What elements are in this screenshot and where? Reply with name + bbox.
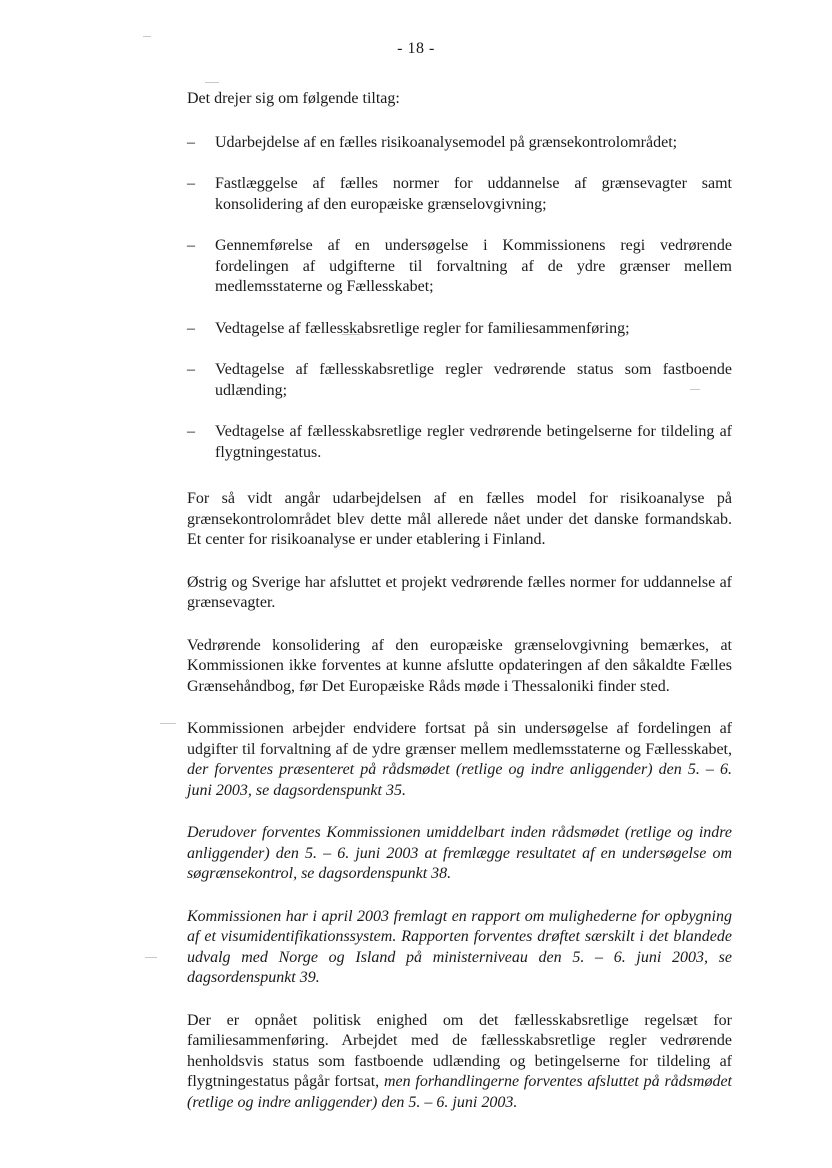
list-item: – Vedtagelse af fællesskabsretlige regler vedrørende status som fastboende udlænding;	[187, 360, 732, 401]
list-item: – Vedtagelse af fællesskabsretlige regler vedrørende betingelserne for tildeling af flygtningestatus.	[187, 422, 732, 463]
list-item: – Vedtagelse af fællesskabsretlige regler for familiesammenføring;	[187, 319, 732, 340]
paragraph-cost-study	[187, 719, 732, 801]
paragraph-family-reunification	[187, 1011, 732, 1114]
list-item: – Fastlæggelse af fælles normer for uddannelse af grænsevagter samt konsolidering af den europæiske grænselovgivning;	[187, 174, 732, 215]
document-body	[187, 89, 732, 1135]
paragraph-text: Der er opnået politisk enighed om det fællesskabsretlige regelsæt for familiesammenføring. Arbejdet med de fællesskabsretlige regler vedrørende henholdsvis status som fastboende udlænding og betingelserne for tildeling af flygtningestatus pågår fortsat,	[187, 1011, 732, 1090]
paragraph-risk-analysis: For så vidt angår udarbejdelsen af en fælles model for risikoanalyse på grænsekontrolområdet blev dette mål allerede nået under det danske formandskab. Et center for risikoanalyse er under etablering i Finland.	[187, 490, 732, 548]
paragraph-italic-text: men forhandlingerne forventes afsluttet på rådsmødet (retlige og indre anliggender) den 5. – 6. juni 2003.	[187, 1073, 732, 1111]
list-item: – Gennemførelse af en undersøgelse i Kommissionens regi vedrørende fordelingen af udgifterne til forvaltning af de ydre grænser mellem medlemsstaterne og Fællesskabet;	[187, 236, 732, 298]
scan-mark	[143, 36, 151, 37]
paragraph-italic-text: der forventes præsenteret på rådsmødet (retlige og indre anliggender) den 5. – 6. juni 2003, se dagsordenspunkt 35.	[187, 761, 732, 799]
paragraph-visa-system	[187, 907, 732, 989]
scan-mark	[145, 957, 157, 958]
list-item: – Udarbejdelse af en fælles risikoanalysemodel på grænsekontrolområdet;	[187, 133, 732, 154]
paragraph-border-guard-training: Østrig og Sverige har afsluttet et projekt vedrørende fælles normer for uddannelse af grænsevagter.	[187, 573, 732, 611]
paragraph-italic-text: Derudover forventes Kommissionen umiddelbart inden rådsmødet (retlige og indre anliggender) den 5. – 6. juni 2003 at fremlægge resultatet af en undersøgelse om søgrænsekontrol, se dagsordenspunkt 38.	[187, 824, 732, 882]
measures-list	[187, 133, 732, 464]
scan-mark	[205, 82, 219, 83]
intro-text: Det drejer sig om følgende tiltag:	[187, 90, 400, 107]
paragraph-italic-text: Kommissionen har i april 2003 fremlagt en rapport om mulighederne for opbygning af et visumidentifikationssystem. Rapporten forventes drøftet særskilt i det blandede udvalg med Norge og Island på ministerniveau den 5. – 6. juni 2003, se dagsordenspunkt 39.	[187, 907, 732, 986]
paragraph-sea-border	[187, 823, 732, 885]
paragraph-border-legislation: Vedrørende konsolidering af den europæiske grænselovgivning bemærkes, at Kommissionen ikke forventes at kunne afslutte opdateringen af den såkaldte Fælles Grænsehåndbog, før Det Europæiske Råds møde i Thessaloniki finder sted.	[187, 636, 732, 695]
scan-mark	[160, 723, 176, 724]
paragraph-text: Kommissionen arbejder endvidere fortsat på sin undersøgelse af fordelingen af udgifter til forvaltning af de ydre grænser mellem medlemsstaterne og Fællesskabet,	[187, 720, 732, 758]
page-number: - 18 -	[397, 40, 435, 57]
